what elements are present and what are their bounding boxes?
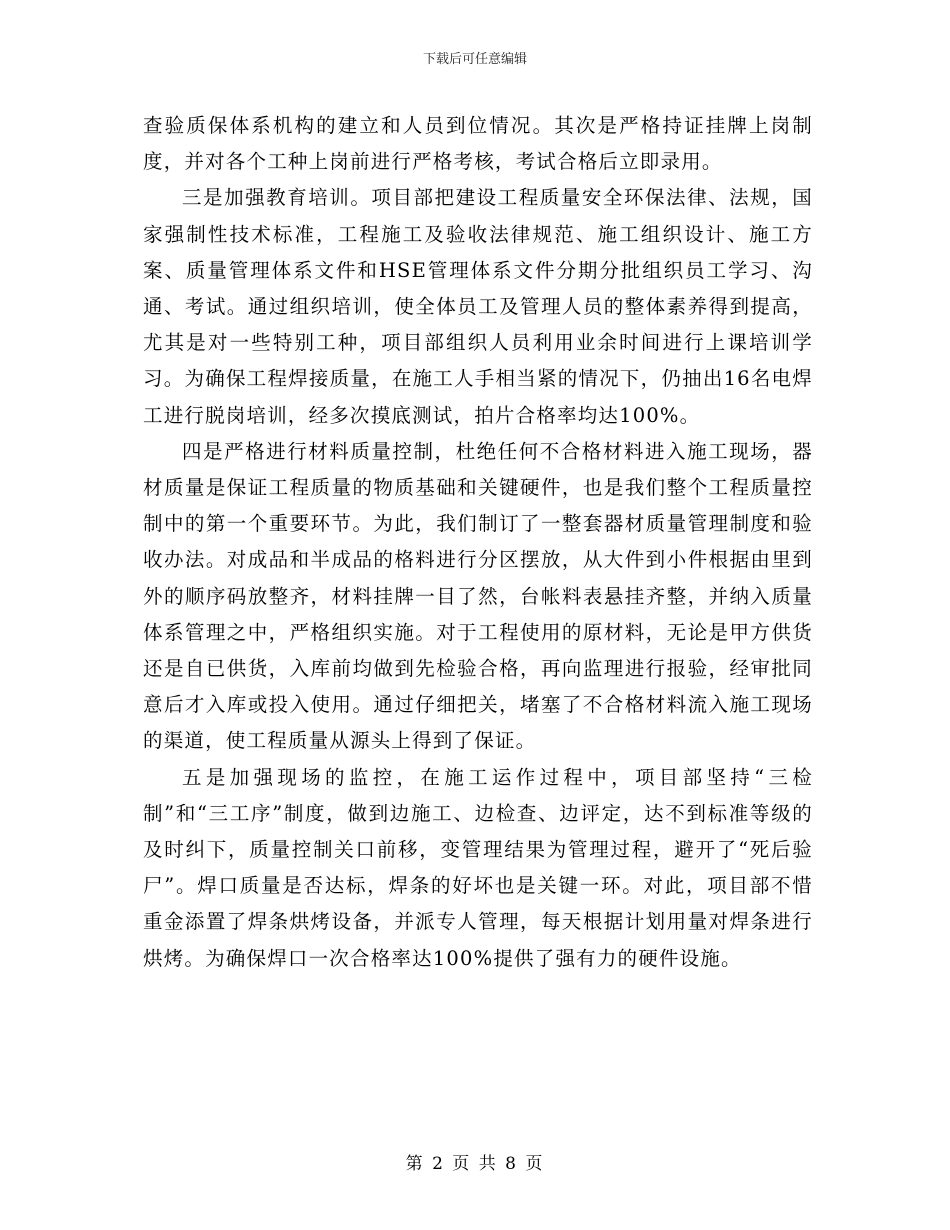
paragraph-training: 三是加强教育培训。项目部把建设工程质量安全环保法律、法规，国家强制性技术标准，工程施工及验收法律规范、施工组织设计、施工方案、质量管理体系文件和HSE管理体系文件分期分批组织员工学习、沟通、考试。通过组织培训，使全体员工及管理人员的整体素养得到提高，尤其是对一些特别工种，项目部组织人员利用业余时间进行上课培训学习。为确保工程焊接质量，在施工人手相当紧的情况下，仍抽出16名电焊工进行脱岗培训，经多次摸底测试，拍片合格率均达100%。 [143, 186, 813, 427]
document-body [143, 108, 813, 977]
page-header: 下载后可任意编辑 [422, 52, 527, 67]
page-number-footer: 第 2 页 共 8 页 [405, 1154, 545, 1174]
paragraph-continuation: 查验质保体系机构的建立和人员到位情况。其次是严格持证挂牌上岗制度，并对各个工种上岗前进行严格考核，考试合格后立即录用。 [143, 114, 813, 174]
paragraph-site-monitoring: 五是加强现场的监控，在施工运作过程中，项目部坚持“三检制”和“三工序”制度，做到边施工、边检查、边评定，达不到标准等级的及时纠下，质量控制关口前移，变管理结果为管理过程，避开了“死后验尸”。焊口质量是否达标，焊条的好坏也是关键一环。对此，项目部不惜重金添置了焊条烘烤设备，并派专人管理，每天根据计划用量对焊条进行烘烤。为确保焊口一次合格率达100%提供了强有力的硬件设施。 [143, 765, 813, 970]
paragraph-material-control: 四是严格进行材料质量控制，杜绝任何不合格材料进入施工现场，器材质量是保证工程质量的物质基础和关键硬件，也是我们整个工程质量控制中的第一个重要环节。为此，我们制订了一整套器材质量管理制度和验收办法。对成品和半成品的格料进行分区摆放，从大件到小件根据由里到外的顺序码放整齐，材料挂牌一目了然，台帐料表悬挂齐整，并纳入质量体系管理之中，严格组织实施。对于工程使用的原材料，无论是甲方供货还是自已供货，入库前均做到先检验合格，再向监理进行报验，经审批同意后才入库或投入使用。通过仔细把关，堵塞了不合格材料流入施工现场的渠道，使工程质量从源头上得到了保证。 [143, 439, 813, 753]
